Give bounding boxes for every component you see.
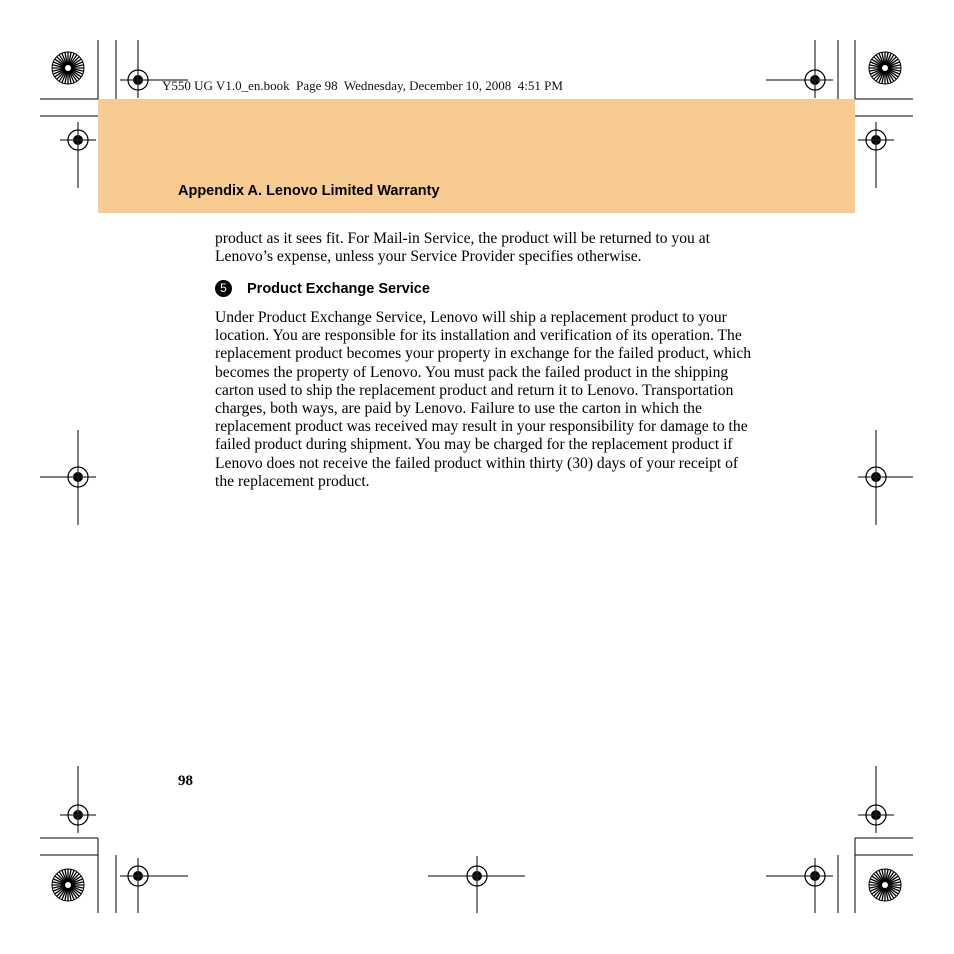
- star-target-bottom-right: [869, 869, 901, 901]
- page-number: 98: [178, 773, 193, 789]
- section-heading: [215, 280, 430, 297]
- registration-mark-top-left: [120, 62, 156, 98]
- section-body-paragraph: Under Product Exchange Service, Lenovo will ship a replacement product to your location. You are responsible for its installation and verification of its operation. The replacement product becomes your property in exchange for the failed product, which becomes the property of Lenovo. You must pack the failed product in the shipping carton used to ship the replacement product and return it to Lenovo. Transportation charges, both ways, are paid by Lenovo. Failure to use the carton in which the replacement product was received may result in your responsibility for damage to the failed product during shipment. You may be charged for the replacement product if Lenovo does not receive the failed product within thirty (30) days of your receipt of the replacement product.: [215, 309, 752, 490]
- registration-mark-left-lower: [60, 797, 96, 833]
- registration-mark-bottom-center: [459, 858, 495, 894]
- book-slug-line: Y550 UG V1.0_en.book Page 98 Wednesday, December 10, 2008 4:51 PM: [162, 78, 563, 93]
- section-number-badge: 5: [215, 280, 232, 297]
- star-target-top-left: [52, 52, 84, 84]
- intro-paragraph: product as it sees fit. For Mail-in Service, the product will be returned to you at Lenovo’s expense, unless your Service Provider specifies otherwise.: [215, 230, 710, 266]
- registration-mark-top-right: [797, 62, 833, 98]
- registration-mark-bottom-right: [797, 858, 833, 894]
- registration-mark-bottom-left: [120, 858, 156, 894]
- chapter-heading: Appendix A. Lenovo Limited Warranty: [178, 183, 440, 199]
- star-target-top-right: [869, 52, 901, 84]
- registration-mark-left-upper: [60, 122, 96, 158]
- section-title: Product Exchange Service: [247, 280, 430, 297]
- registration-mark-right-upper: [858, 122, 894, 158]
- registration-mark-right-middle: [858, 459, 894, 495]
- registration-mark-left-middle: [60, 459, 96, 495]
- registration-mark-right-lower: [858, 797, 894, 833]
- star-target-bottom-left: [52, 869, 84, 901]
